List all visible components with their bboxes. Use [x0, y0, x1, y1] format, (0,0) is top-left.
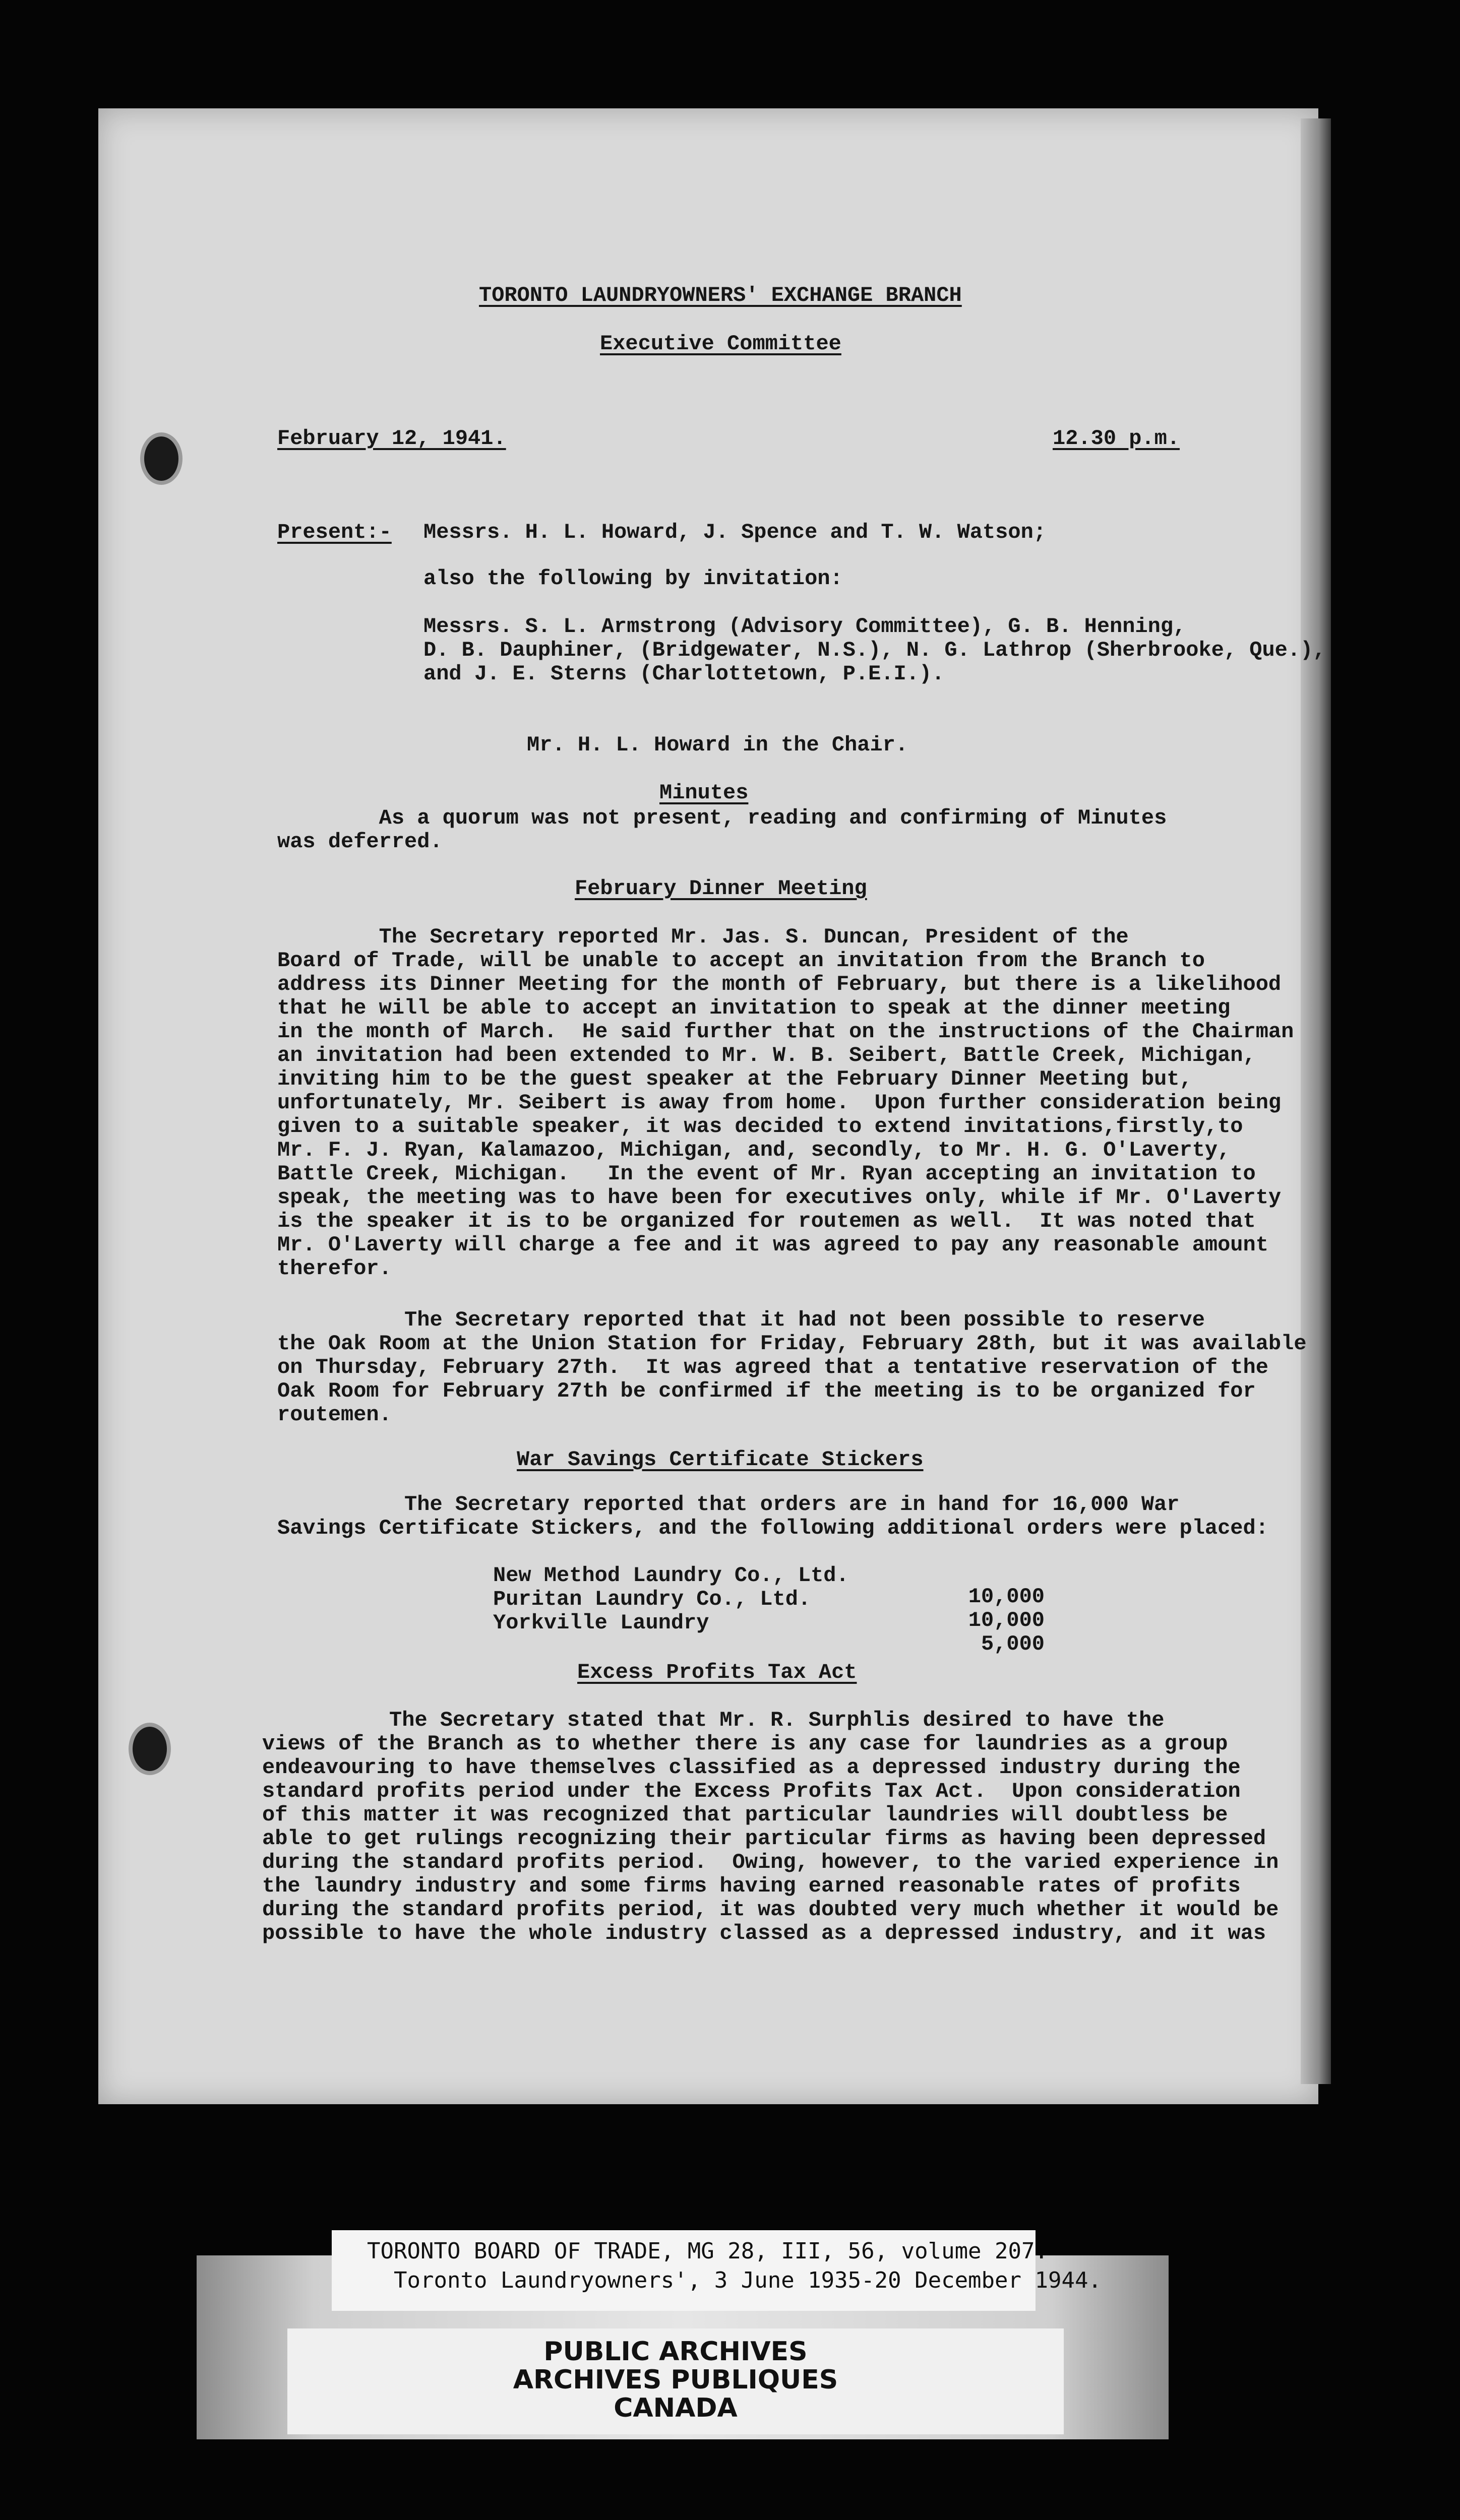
text-line: the laundry industry and some firms having earned reasonable rates of profits	[262, 1874, 1241, 1898]
text-line: Board of Trade, will be unable to accept an invitation from the Branch to	[277, 949, 1205, 973]
text-line: endeavouring to have themselves classified as a depressed industry during the	[262, 1755, 1241, 1780]
stamp-line: CANADA	[614, 2393, 738, 2423]
binder-hole-top	[140, 432, 182, 485]
text-line: the Oak Room at the Union Station for Friday, February 28th, but it was available	[277, 1332, 1307, 1356]
meeting-time: 12.30 p.m.	[1053, 426, 1180, 451]
order-name: Yorkville Laundry	[493, 1611, 709, 1635]
stickers-heading: War Savings Certificate Stickers	[517, 1447, 924, 1472]
archive-reference-line: Toronto Laundryowners', 3 June 1935-20 December 1944.	[367, 2267, 1102, 2293]
archive-reference-line: TORONTO BOARD OF TRADE, MG 28, III, 56, volume 207.	[367, 2238, 1049, 2264]
text-line: Mr. F. J. Ryan, Kalamazoo, Michigan, and, secondly, to Mr. H. G. O'Laverty,	[277, 1138, 1231, 1162]
text-line: able to get rulings recognizing their particular firms as having been depressed	[262, 1826, 1266, 1851]
text-line: on Thursday, February 27th. It was agreed that a tentative reservation of the	[277, 1355, 1268, 1379]
dinner-heading: February Dinner Meeting	[575, 876, 867, 901]
text-line: during the standard profits period. Owing, however, to the varied experience in	[262, 1850, 1279, 1874]
text-line: The Secretary stated that Mr. R. Surphlis desired to have the	[262, 1708, 1165, 1732]
page-edge	[1301, 118, 1331, 2084]
text-line: an invitation had been extended to Mr. W. B. Seibert, Battle Creek, Michigan,	[277, 1043, 1256, 1067]
minutes-line: As a quorum was not present, reading and confirming of Minutes	[277, 806, 1167, 830]
order-qty: 10,000	[968, 1585, 1045, 1609]
excess-heading: Excess Profits Tax Act	[577, 1660, 857, 1684]
invitation-intro: also the following by invitation:	[423, 566, 843, 591]
text-line: during the standard profits period, it was doubted very much whether it would be	[262, 1898, 1279, 1922]
text-line: address its Dinner Meeting for the month of February, but there is a likelihood	[277, 972, 1282, 996]
stamp-line: ARCHIVES PUBLIQUES	[513, 2365, 838, 2395]
text-line: unfortunately, Mr. Seibert is away from home. Upon further consideration being	[277, 1091, 1282, 1115]
present-members: Messrs. H. L. Howard, J. Spence and T. W. Watson;	[423, 520, 1047, 544]
text-line: possible to have the whole industry classed as a depressed industry, and it was	[262, 1921, 1266, 1945]
guest-line: and J. E. Sterns (Charlottetown, P.E.I.).	[423, 662, 945, 686]
order-qty: 10,000	[968, 1608, 1045, 1632]
text-line: of this matter it was recognized that particular laundries will doubtless be	[262, 1803, 1228, 1827]
guest-line: D. B. Dauphiner, (Bridgewater, N.S.), N. G. Lathrop (Sherbrooke, Que.),	[423, 638, 1326, 662]
archive-reference-label	[332, 2230, 1102, 2311]
guest-line: Messrs. S. L. Armstrong (Advisory Committee), G. B. Henning,	[423, 614, 1186, 639]
text-line: Oak Room for February 27th be confirmed if the meeting is to be organized for	[277, 1379, 1256, 1403]
text-line: in the month of March. He said further that on the instructions of the Chairman	[277, 1020, 1294, 1044]
text-line: The Secretary reported Mr. Jas. S. Duncan, President of the	[277, 925, 1129, 949]
text-line: given to a suitable speaker, it was decided to extend invitations,firstly,to	[277, 1114, 1243, 1139]
meeting-date: February 12, 1941.	[277, 426, 506, 451]
minutes-line: was deferred.	[277, 830, 443, 854]
minutes-heading: Minutes	[659, 781, 749, 805]
text-line: Savings Certificate Stickers, and the following additional orders were placed:	[277, 1516, 1268, 1540]
present-label: Present:-	[277, 520, 392, 544]
text-line: standard profits period under the Excess Profits Tax Act. Upon consideration	[262, 1779, 1241, 1803]
text-line: is the speaker it is to be organized for routemen as well. It was noted that	[277, 1209, 1256, 1233]
order-qty: 5,000	[981, 1632, 1045, 1656]
text-line: The Secretary reported that it had not been possible to reserve	[277, 1308, 1205, 1332]
committee-title: Executive Committee	[600, 332, 841, 356]
text-line: therefor.	[277, 1256, 392, 1281]
text-line: views of the Branch as to whether there is any case for laundries as a group	[262, 1732, 1228, 1756]
binder-hole-bottom	[129, 1723, 171, 1775]
text-line: inviting him to be the guest speaker at the February Dinner Meeting but,	[277, 1067, 1192, 1091]
text-line: Mr. O'Laverty will charge a fee and it was agreed to pay any reasonable amount	[277, 1233, 1268, 1257]
text-line: speak, the meeting was to have been for executives only, while if Mr. O'Laverty	[277, 1185, 1282, 1210]
chair-line: Mr. H. L. Howard in the Chair.	[527, 733, 908, 757]
order-name: New Method Laundry Co., Ltd.	[493, 1563, 849, 1588]
text-line: that he will be able to accept an invitation to speak at the dinner meeting	[277, 996, 1231, 1020]
order-name: Puritan Laundry Co., Ltd.	[493, 1587, 811, 1611]
text-line: Battle Creek, Michigan. In the event of Mr. Ryan accepting an invitation to	[277, 1162, 1256, 1186]
org-title: TORONTO LAUNDRYOWNERS' EXCHANGE BRANCH	[479, 283, 962, 307]
archives-stamp	[287, 2328, 1064, 2434]
text-line: The Secretary reported that orders are in hand for 16,000 War	[277, 1492, 1180, 1517]
stamp-line: PUBLIC ARCHIVES	[543, 2337, 808, 2367]
text-line: routemen.	[277, 1403, 392, 1427]
